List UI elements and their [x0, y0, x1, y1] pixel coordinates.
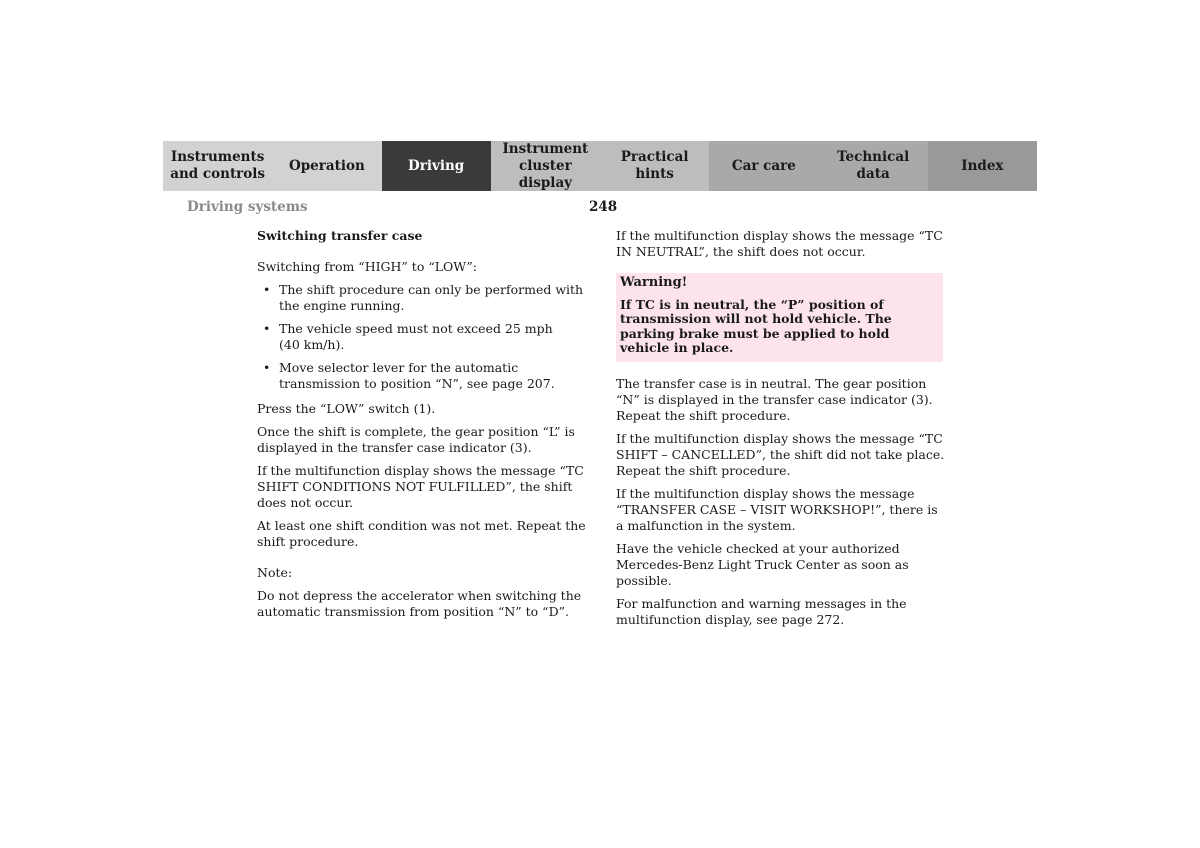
paragraph: Have the vehicle checked at your authorized Mercedes-Benz Light Truck Center as soon as possible. — [616, 540, 909, 588]
paragraph: If the multifunction display shows the message “TC SHIFT – CANCELLED”, the shift did not take place. Repeat the shift procedure. — [616, 430, 945, 478]
paragraph: If the multifunction display shows the message “TC IN NEUTRAL”, the shift does not occur. — [616, 228, 943, 259]
bullet-icon: • — [263, 321, 271, 336]
list-item: • The vehicle speed must not exceed 25 mph (40 km/h). — [263, 321, 553, 352]
warning-box — [616, 273, 943, 362]
bullet-icon: • — [263, 282, 271, 297]
note-text: Do not depress the accelerator when switching the automatic transmission from position “N” to “D”. — [257, 588, 582, 619]
paragraph: At least one shift condition was not met. Repeat the shift procedure. — [257, 518, 586, 549]
tab-driving[interactable]: Driving — [382, 141, 491, 191]
paragraph: The transfer case is in neutral. The gear position “N” is displayed in the transfer case indicator (3). Repeat the shift procedure. — [616, 375, 933, 423]
warning-title: Warning! — [620, 275, 688, 290]
section-heading: Switching transfer case — [257, 228, 423, 243]
right-column — [616, 228, 946, 635]
warning-text: If TC is in neutral, the “P” position of transmission will not hold vehicle. The parking brake must be applied to hold vehicle in place. — [620, 296, 892, 355]
paragraph: Press the “LOW” switch (1). — [257, 401, 436, 416]
left-column — [257, 228, 587, 627]
paragraph: Once the shift is complete, the gear position “L” is displayed in the transfer case indicator (3). — [257, 424, 575, 455]
page-number: 248 — [589, 199, 618, 215]
section-title: Driving systems — [187, 199, 308, 215]
paragraph: If the multifunction display shows the message “TC SHIFT CONDITIONS NOT FULFILLED”, the shift does not occur. — [257, 463, 584, 510]
list-item: • The shift procedure can only be performed with the engine running. — [263, 282, 584, 313]
paragraph: For malfunction and warning messages in the multifunction display, see page 272. — [616, 595, 907, 627]
tab-instruments-and-controls[interactable]: Instruments and controls — [163, 141, 272, 191]
tab-index[interactable]: Index — [928, 141, 1037, 191]
tab-car-care[interactable]: Car care — [709, 141, 818, 191]
tab-instrument-cluster-display[interactable]: Instrument cluster display — [491, 141, 600, 191]
intro-text: Switching from “HIGH” to “LOW”: — [257, 259, 477, 274]
paragraph: If the multifunction display shows the message “TRANSFER CASE – VISIT WORKSHOP!”, there is a malfunction in the system. — [616, 485, 938, 533]
tab-operation[interactable]: Operation — [272, 141, 381, 191]
bullet-icon: • — [263, 360, 271, 375]
note-label: Note: — [257, 565, 293, 580]
condition-list — [257, 282, 587, 392]
tab-practical-hints[interactable]: Practical hints — [600, 141, 709, 191]
tab-technical-data[interactable]: Technical data — [819, 141, 928, 191]
list-item: • Move selector lever for the automatic transmission to position “N”, see page 207. — [263, 360, 555, 391]
chapter-tabs — [163, 141, 1037, 191]
